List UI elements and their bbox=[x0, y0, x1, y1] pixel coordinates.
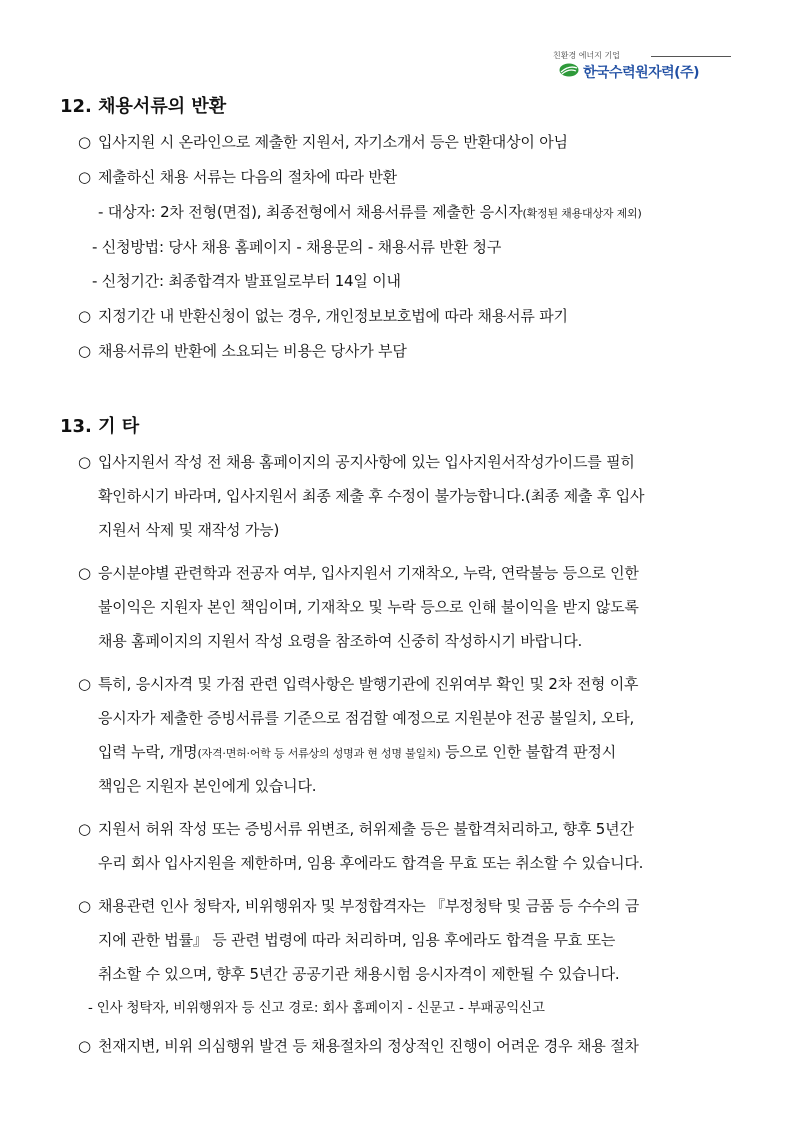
circle-bullet-icon: ○ bbox=[78, 564, 91, 582]
paragraph-line: 입력 누락, 개명(자격·면허·어학 등 서류상의 성명과 현 성명 불일치) 등으로 인한 불합격 판정시 bbox=[98, 743, 616, 761]
paragraph-line: 지원서 삭제 및 재작성 가능) bbox=[98, 521, 280, 539]
circle-bullet-icon: ○ bbox=[78, 307, 91, 325]
logo-rule bbox=[651, 56, 731, 57]
section-13-title: 13. 기 타 bbox=[60, 416, 140, 437]
paragraph-line: ○ 입사지원서 작성 전 채용 홈페이지의 공지사항에 있는 입사지원서작성가이드를 필히 bbox=[78, 453, 635, 471]
circle-bullet-icon: ○ bbox=[78, 168, 91, 186]
list-item: ○ 제출하신 채용 서류는 다음의 절차에 따라 반환 bbox=[78, 168, 397, 186]
paragraph-line: ○ 응시분야별 관련학과 전공자 여부, 입사지원서 기재착오, 누락, 연락불능 등으로 인한 bbox=[78, 564, 639, 582]
paragraph-line: 지에 관한 법률』 등 관련 법령에 따라 처리하며, 임용 후에라도 합격을 무효 또는 bbox=[98, 931, 616, 949]
circle-bullet-icon: ○ bbox=[78, 133, 91, 151]
paragraph-line: 채용 홈페이지의 지원서 작성 요령을 참조하여 신중히 작성하시기 바랍니다. bbox=[98, 632, 583, 650]
circle-bullet-icon: ○ bbox=[78, 897, 91, 915]
paragraph-line: 응시자가 제출한 증빙서류를 기준으로 점검할 예정으로 지원분야 전공 불일치, 오타, bbox=[98, 709, 635, 727]
paragraph-line: ○ 천재지변, 비위 의심행위 발견 등 채용절차의 정상적인 진행이 어려운 경우 채용 절차 bbox=[78, 1037, 639, 1055]
paragraph-line: 확인하시기 바라며, 입사지원서 최종 제출 후 수정이 불가능합니다.(최종 제출 후 입사 bbox=[98, 487, 645, 505]
circle-bullet-icon: ○ bbox=[78, 453, 91, 471]
logo-company-name: 한국수력원자력(주) bbox=[583, 65, 699, 81]
sub-item-period: - 신청기간: 최종합격자 발표일로부터 14일 이내 bbox=[92, 272, 401, 290]
sub-item-method: - 신청방법: 당사 채용 홈페이지 - 채용문의 - 채용서류 반환 청구 bbox=[92, 238, 502, 256]
sub-item-report-path: - 인사 청탁자, 비위행위자 등 신고 경로: 회사 홈페이지 - 신문고 - 부패공익신고 bbox=[88, 1000, 545, 1016]
list-item: ○ 채용서류의 반환에 소요되는 비용은 당사가 부담 bbox=[78, 342, 407, 360]
circle-bullet-icon: ○ bbox=[78, 1037, 91, 1055]
paragraph-line: 책임은 지원자 본인에게 있습니다. bbox=[98, 777, 317, 795]
paragraph-line: 취소할 수 있으며, 향후 5년간 공공기관 채용시험 응시자격이 제한될 수 있습니다. bbox=[98, 965, 620, 983]
circle-bullet-icon: ○ bbox=[78, 820, 91, 838]
inline-note: (자격·면허·어학 등 서류상의 성명과 현 성명 불일치) bbox=[197, 747, 441, 760]
paragraph-line: ○ 채용관련 인사 청탁자, 비위행위자 및 부정합격자는 『부정청탁 및 금품 등 수수의 금 bbox=[78, 897, 640, 915]
company-logo bbox=[553, 50, 733, 82]
paragraph-line: ○ 지원서 허위 작성 또는 증빙서류 위변조, 허위제출 등은 불합격처리하고, 향후 5년간 bbox=[78, 820, 634, 838]
logo-tagline: 친환경 에너지 기업 bbox=[553, 51, 620, 60]
paragraph-line: 우리 회사 입사지원을 제한하며, 임용 후에라도 합격을 무효 또는 취소할 수 있습니다. bbox=[98, 854, 644, 872]
list-item: ○ 입사지원 시 온라인으로 제출한 지원서, 자기소개서 등은 반환대상이 아님 bbox=[78, 133, 568, 151]
logo-leaf-icon bbox=[559, 63, 579, 77]
circle-bullet-icon: ○ bbox=[78, 342, 91, 360]
sub-item-note: (확정된 채용대상자 제외) bbox=[522, 207, 642, 220]
section-12-title: 12. 채용서류의 반환 bbox=[60, 96, 227, 117]
sub-item-target: - 대상자: 2차 전형(면접), 최종전형에서 채용서류를 제출한 응시자(확정된 채용대상자 제외) bbox=[98, 203, 642, 221]
paragraph-line: 불이익은 지원자 본인 책임이며, 기재착오 및 누락 등으로 인해 불이익을 받지 않도록 bbox=[98, 598, 639, 616]
circle-bullet-icon: ○ bbox=[78, 675, 91, 693]
paragraph-line: ○ 특히, 응시자격 및 가점 관련 입력사항은 발행기관에 진위여부 확인 및 2차 전형 이후 bbox=[78, 675, 639, 693]
list-item: ○ 지정기간 내 반환신청이 없는 경우, 개인정보보호법에 따라 채용서류 파기 bbox=[78, 307, 568, 325]
